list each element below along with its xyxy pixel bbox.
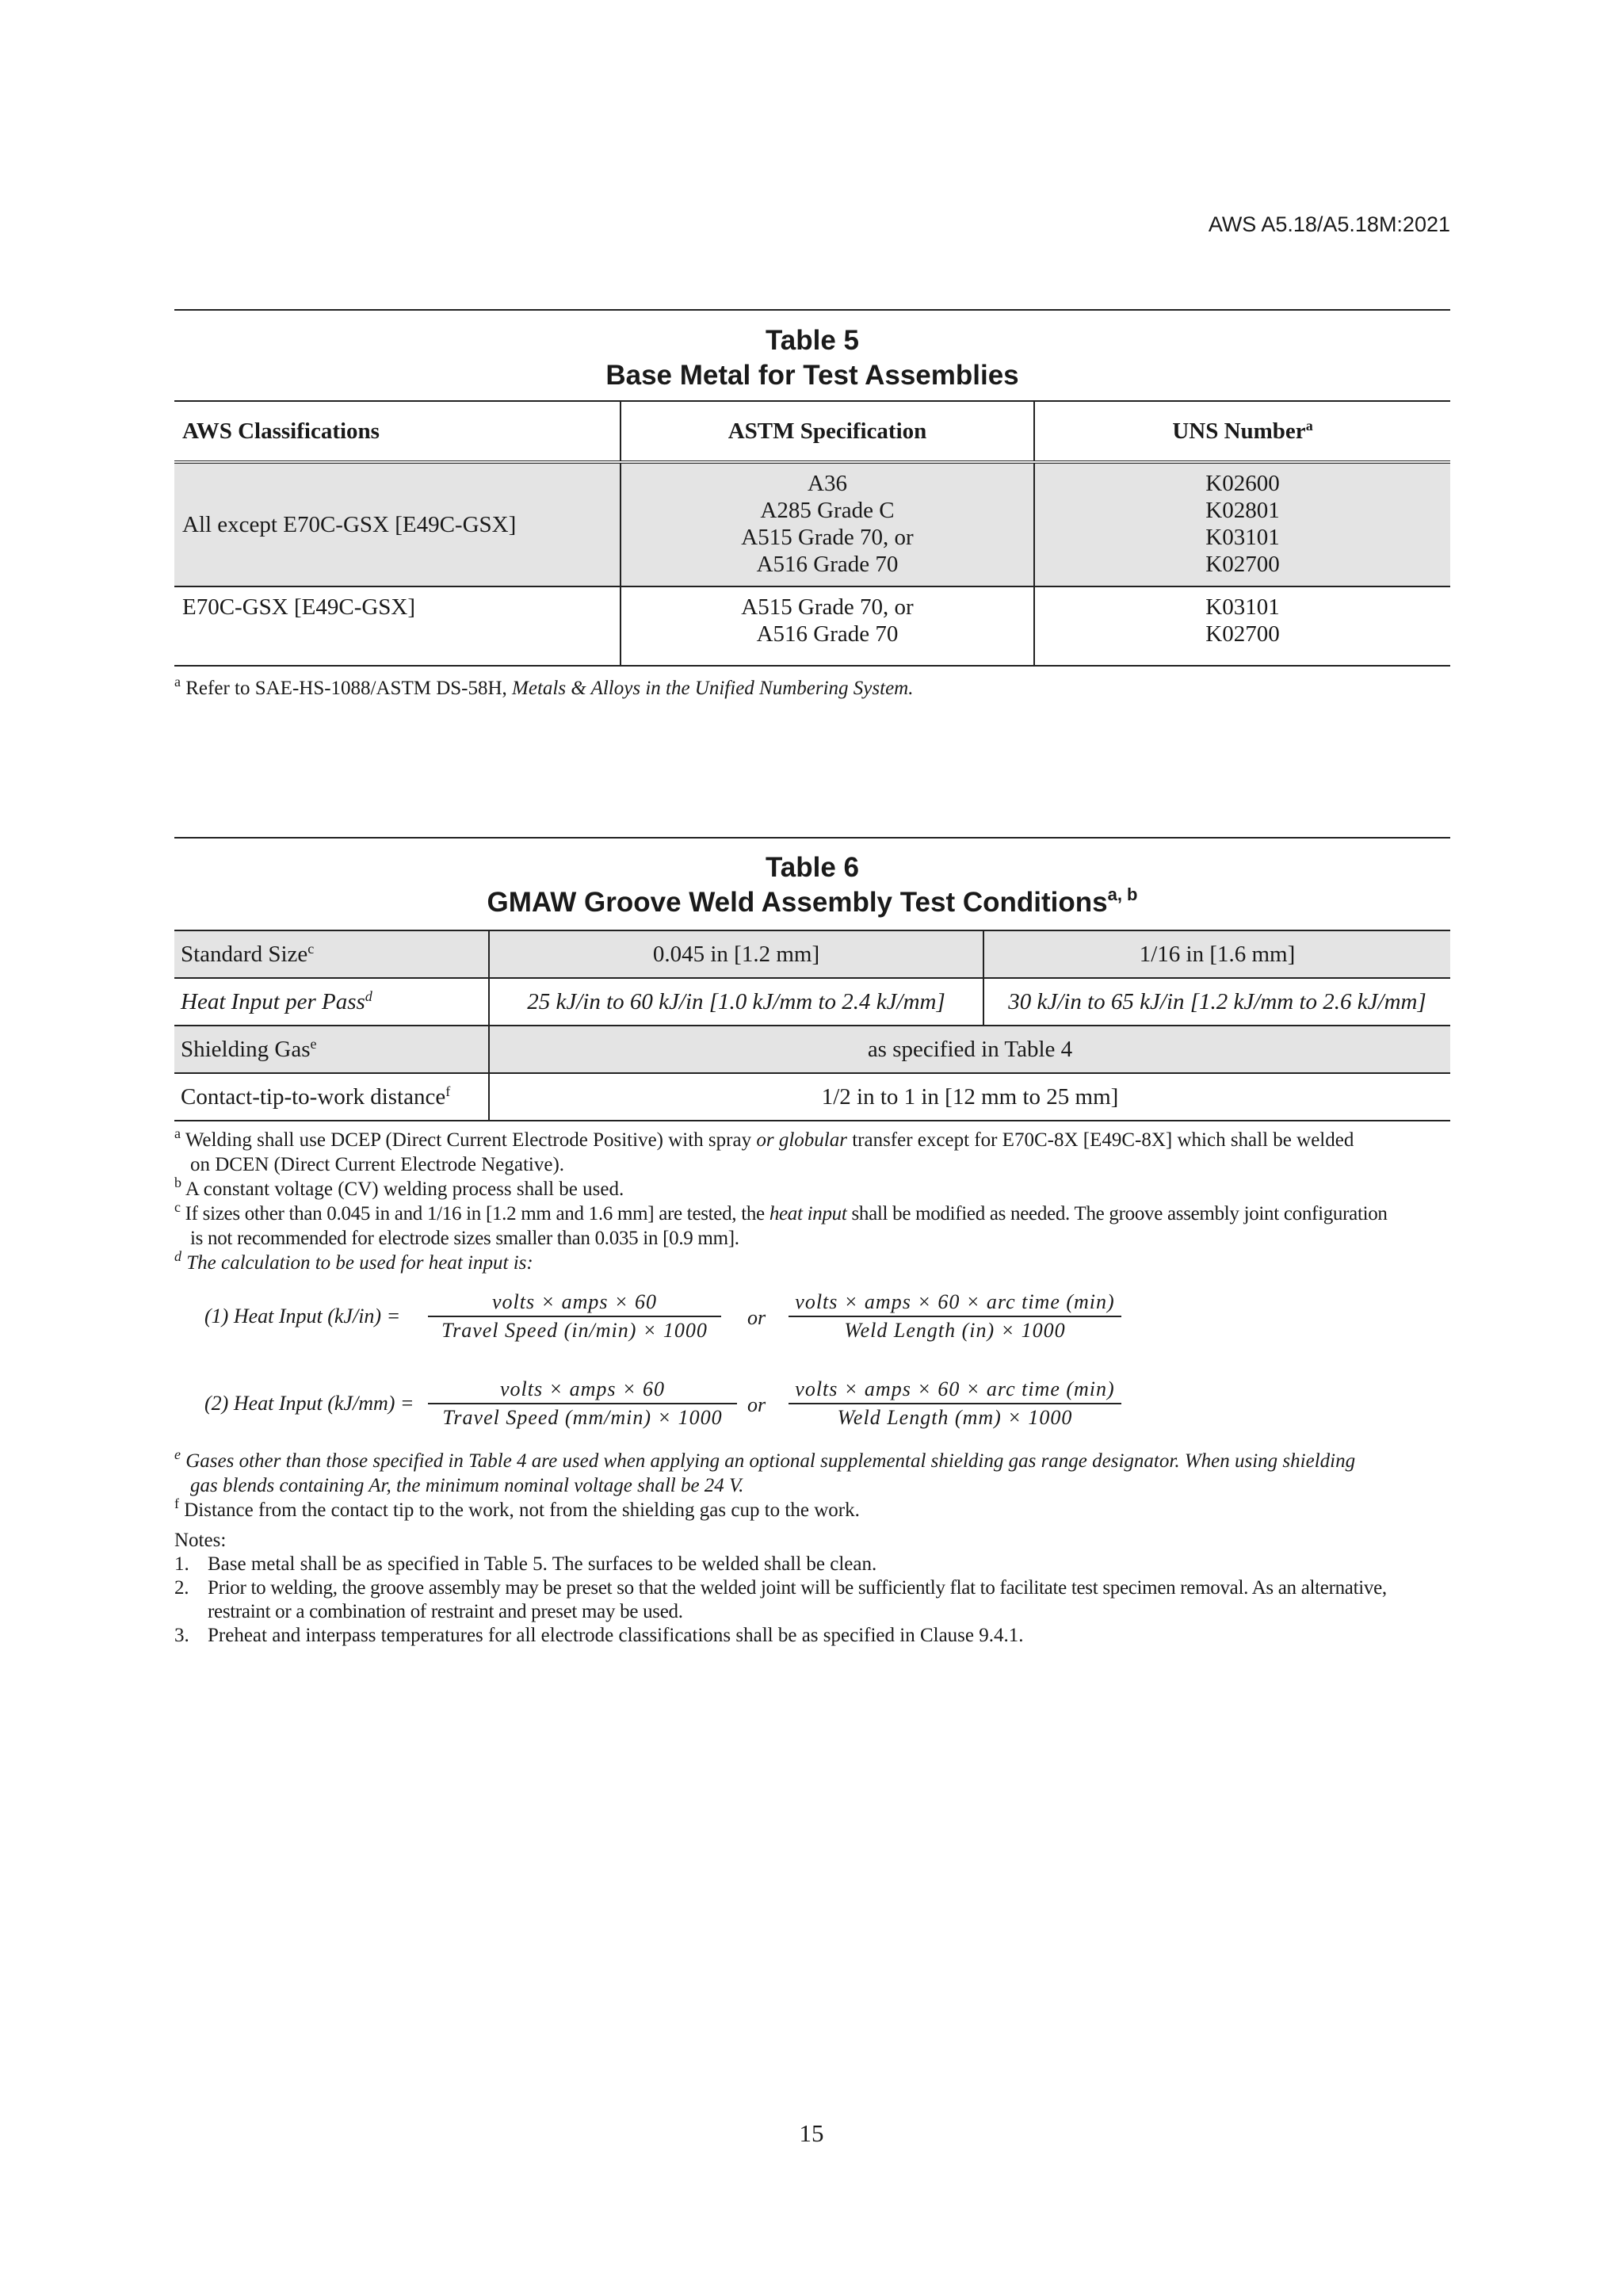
table6-footnotes [174,1125,1450,1275]
value-cell: as specified in Table 4 [489,1026,1450,1073]
equation-2-fraction-b: volts × amps × 60 × arc time (min) Weld Length (mm) × 1000 [789,1377,1121,1430]
equation-2-fraction-a: volts × amps × 60 Travel Speed (mm/min) × 1000 [428,1377,737,1430]
table5-footnote: $^a$ Refer to SAE-HS-1088/ASTM DS-58H, Metals & Alloys in the Unified Numbering System. [174,674,914,699]
footnote-marker: a [1305,417,1313,434]
note-item: 2. Prior to welding, the groove assembly may be preset so that the welded joint will be sufficiently flat to facilitate test specimen removal. As an alternative, restraint or a combination of restraint and preset may be used. [174,1577,1387,1622]
table-row [174,586,1450,666]
table5-title [174,323,1450,393]
table5 [174,400,1450,667]
table-row [174,930,1450,978]
table6-top-rule [174,837,1450,839]
equation-1-fraction-a: volts × amps × 60 Travel Speed (in/min) × 1000 [428,1290,721,1343]
footnote-a: $^a$ Welding shall use DCEP (Direct Current Electrode Positive) with spray or globular transfer except for E70C-8X [E49C-8X] which shall be welded on DCEN (Direct Current Electrode Negative). [174,1125,1354,1175]
table6-title [174,850,1450,920]
equation-1-fraction-b: volts × amps × 60 × arc time (min) Weld Length (in) × 1000 [789,1290,1121,1343]
row-label: Heat Input per Pass$^d$ [174,978,489,1026]
footnote-f: $^f$ Distance from the contact tip to the work, not from the shielding gas cup to the work. [174,1496,860,1521]
table5-heading: Base Metal for Test Assemblies [605,360,1019,391]
value-cell: 1/2 in to 1 in [12 mm to 25 mm] [489,1073,1450,1121]
table5-top-rule [174,309,1450,311]
value-cell: 0.045 in [1.2 mm] [489,930,983,978]
footnote-e: $^e$ Gases other than those specified in Table 4 are used when applying an optional supplemental shielding gas range designator. When using shielding gas blends containing Ar, the minimum nominal voltage shall be 24 V. [174,1446,1356,1496]
astm-cell: A515 Grade 70, or A516 Grade 70 [621,586,1034,666]
column-header-uns: UNS Number$^a$ [1034,401,1450,462]
value-cell: 30 kJ/in to 65 kJ/in [1.2 kJ/mm to 2.6 kJ/mm] [983,978,1450,1026]
table6 [174,930,1450,1121]
table-row [174,1026,1450,1073]
classification-cell: All except E70C-GSX [E49C-GSX] [174,462,621,586]
footnote-d: $^d$ The calculation to be used for heat input is: [174,1248,533,1274]
value-cell: 25 kJ/in to 60 kJ/in [1.0 kJ/mm to 2.4 kJ/mm] [489,978,983,1026]
table-row [174,462,1450,586]
column-header-aws: AWS Classifications [174,401,621,462]
astm-cell: A36 A285 Grade C A515 Grade 70, or A516 Grade 70 [621,462,1034,586]
classification-cell: E70C-GSX [E49C-GSX] [174,586,621,666]
footnote-b: $^b$ A constant voltage (CV) welding process shall be used. [174,1175,624,1200]
uns-cell: K02600 K02801 K03101 K02700 [1034,462,1450,586]
table-row [174,1073,1450,1121]
note-item: 3. Preheat and interpass temperatures for all electrode classifications shall be as specified in Clause 9.4.1. [174,1625,1024,1646]
notes-title: Notes: [174,1530,227,1551]
footnote-c: $^c$ If sizes other than 0.045 in and 1/16 in [1.2 mm and 1.6 mm] are tested, the heat input shall be modified as needed. The groove assembly joint configuration is not recommended for electrode sizes smaller than 0.035 in [0.9 mm]. [174,1199,1388,1249]
equation-1-label: (1) Heat Input (kJ/in) = [204,1305,401,1328]
column-header-astm: ASTM Specification [621,401,1034,462]
page-number: 15 [799,2119,824,2147]
footnote-marker: a, b [1107,884,1138,904]
row-label: Standard Size$^c$ [174,930,489,978]
document-id: AWS A5.18/A5.18M:2021 [1208,212,1450,236]
row-label: Shielding Gas$^e$ [174,1026,489,1073]
table6-heading: GMAW Groove Weld Assembly Test Conditions [487,887,1108,918]
equation-2-label: (2) Heat Input (kJ/mm) = [204,1392,414,1415]
table5-label: Table 5 [765,325,859,356]
table-row [174,978,1450,1026]
equation-2-or: or [747,1393,766,1416]
note-item: 1. Base metal shall be as specified in Table 5. The surfaces to be welded shall be clean. [174,1553,877,1575]
equation-1-or: or [747,1306,766,1329]
table6-footnotes-continued [174,1446,1450,1522]
value-cell: 1/16 in [1.6 mm] [983,930,1450,978]
table5-header-row [174,401,1450,462]
table6-label: Table 6 [765,852,859,883]
uns-cell: K03101 K02700 [1034,586,1450,666]
row-label: Contact-tip-to-work distance$^f$ [174,1073,489,1121]
table6-notes [174,1529,1450,1648]
